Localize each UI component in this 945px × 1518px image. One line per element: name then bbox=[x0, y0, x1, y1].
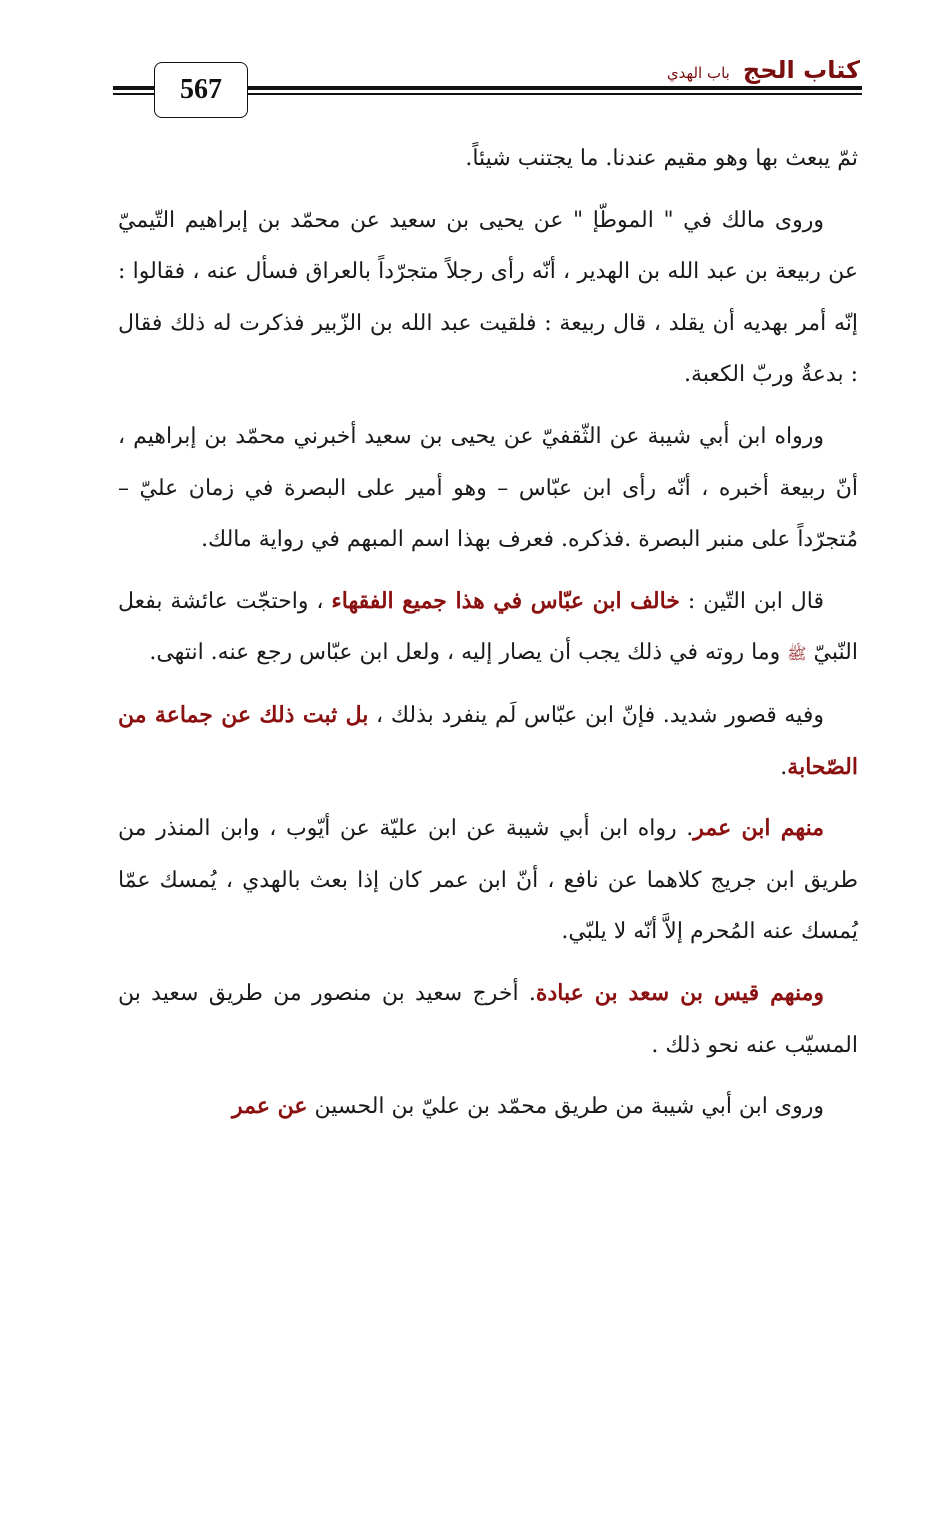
paragraph-text: ، واحتجّت عائشة بفعل النّبيّ bbox=[118, 588, 858, 666]
emphasis-text: منهم ابن عمر bbox=[693, 815, 824, 842]
body-paragraph bbox=[118, 133, 858, 185]
chapter-title: باب الهدي bbox=[666, 64, 730, 82]
paragraph-text: وما روته في ذلك يجب أن يصار إليه ، ولعل ابن عبّاس رجع عنه. انتهى. bbox=[149, 640, 788, 666]
body-paragraph bbox=[118, 968, 858, 1071]
body-paragraph bbox=[118, 1081, 858, 1133]
paragraph-text: قال ابن التّين : bbox=[679, 588, 824, 614]
page-header bbox=[113, 52, 862, 120]
paragraph-text: ورواه ابن أبي شيبة عن الثّقفيّ عن يحيى بن سعيد أخبرني محمّد بن إبراهيم ، أنّ ربيعة أخبره ، أنّه رأى ابن عبّاس – وهو أمير على البصرة في زمان عليّ – مُتجرّداً على منبر البصرة .فذكره. فعرف بهذا اسم المبهم في رواية مالك. bbox=[118, 423, 858, 553]
body-paragraph bbox=[118, 195, 858, 401]
paragraph-text: . أخرج سعيد بن منصور من طريق سعيد بن المسيّب عنه نحو ذلك . bbox=[118, 980, 858, 1058]
paragraph-text: . رواه ابن أبي شيبة عن ابن عليّة عن أيّوب ، وابن المنذر من طريق ابن جريج كلاهما عن نافع ، أنّ ابن عمر كان إذا بعث بالهدي ، يُمسك عمّا يُمسك عنه المُحرم إلاَّ أنّه لا يلبّي. bbox=[118, 816, 858, 945]
paragraph-text: . bbox=[780, 754, 788, 780]
paragraph-text: وروى ابن أبي شيبة من طريق محمّد بن عليّ بن الحسين bbox=[307, 1094, 824, 1120]
page-number-box bbox=[154, 62, 248, 118]
emphasis-text: خالف ابن عبّاس في هذا جميع الفقهاء bbox=[331, 587, 680, 614]
body-paragraph bbox=[118, 576, 858, 680]
body-paragraph bbox=[118, 803, 858, 958]
page-number: 567 bbox=[180, 74, 222, 105]
honorific-glyph: ﷺ bbox=[787, 644, 807, 664]
paragraph-text: ثمّ يبعث بها وهو مقيم عندنا. ما يجتنب شيئاً. bbox=[465, 146, 858, 171]
page-body bbox=[118, 133, 858, 1143]
body-paragraph bbox=[118, 690, 858, 793]
emphasis-text: بل ثبت ذلك عن جماعة من الصّحابة bbox=[118, 701, 858, 780]
paragraph-text: وروى مالك في " الموطّإ " عن يحيى بن سعيد عن محمّد بن إبراهيم التّيميّ عن ربيعة بن عبد الله بن الهدير ، أنّه رأى رجلاً متجرّداً بالعراق فسأل عنه ، فقالوا : إنّه أمر بهديه أن يقلد ، قال ربيعة : فلقيت عبد الله بن الزّبير فذكرت له ذلك فقال : بدعةٌ وربّ الكعبة. bbox=[118, 207, 858, 388]
book-title: كتاب الحج bbox=[742, 56, 860, 84]
running-title bbox=[667, 56, 860, 84]
body-paragraph bbox=[118, 411, 858, 566]
paragraph-text: وفيه قصور شديد. فإنّ ابن عبّاس لَم ينفرد بذلك ، bbox=[368, 702, 824, 728]
emphasis-text: عن عمر bbox=[231, 1093, 308, 1120]
emphasis-text: ومنهم قيس بن سعد بن عبادة bbox=[535, 979, 824, 1006]
